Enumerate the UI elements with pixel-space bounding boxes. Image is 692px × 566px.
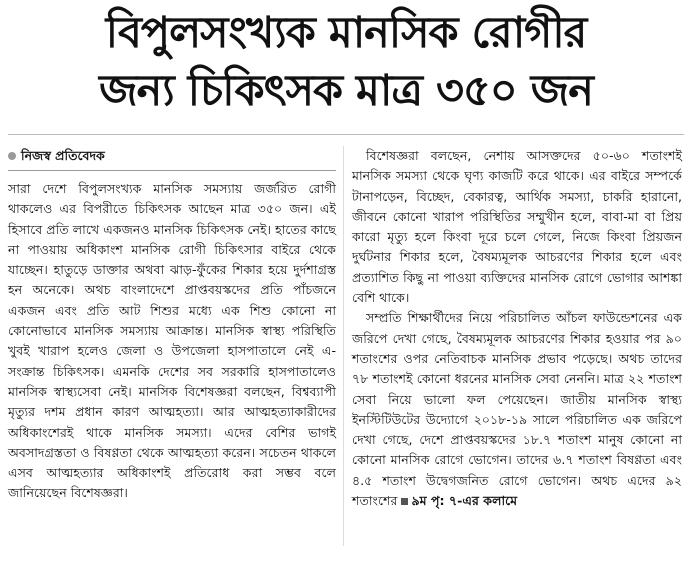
headline-line-1: বিপুলসংখ্যক মানসিক রোগীর [105, 8, 587, 58]
continuation-note [401, 493, 517, 508]
byline-rule [8, 170, 336, 171]
square-bullet-icon [401, 498, 408, 505]
byline [8, 146, 336, 166]
headline [0, 4, 692, 120]
article-paragraph [352, 308, 682, 511]
article-paragraph: সারা দেশে বিপুলসংখ্যক মানসিক সমস্যায় জর্জরিত রোগী থাকলেও এর বিপরীতে চিকিৎসক আছেন মাত্র ৩৫০ জন। এই হিসাবে প্রতি লাখে একজনও মানসিক চিকিৎসক নেই। হাতের কাছে না পাওয়ায় অধিকাংশ মানসিক রোগী চিকিৎসার বাইরে থেকে যাচ্ছেন। হাতুড়ে ডাক্তার অথবা ঝাড়-ফুঁকের শিকার হয়ে দুর্দশাগ্রস্ত হন অনেকে। অথচ বাংলাদেশে প্রাপ্তবয়স্কদের প্রতি পাঁচজনে একজন এবং প্রতি আট শিশুর মধ্যে এক শিশু কোনো না কোনোভাবে মানসিক সমস্যায় আক্রান্ত। মানসিক স্বাস্থ্য পরিস্থিতি খুবই খারাপ হলেও জেলা ও উপজেলা হাসপাতালে নেই এ-সংক্রান্ত চিকিৎসক। এমনকি দেশের সব সরকারি হাসপাতালেও মানসিক স্বাস্থ্যসেবা নেই। মানসিক বিশেষজ্ঞরা বলছেন, বিশ্বব্যাপী মৃত্যুর দশম প্রধান কারণ আত্মহত্যা। আর আত্মহত্যাকারীদের অধিকাংশেরই থাকে মানসিক সমস্যা। এদের বেশির ভাগই অবসাদগ্রস্ততা ও বিষণ্ণতা থেকে আত্মহত্যা করেন। সচেতন থাকলে এসব আত্মহত্যার অধিকাংশই প্রতিরোধ করা সম্ভব বলে জানিয়েছেন বিশেষজ্ঞরা। [8, 181, 336, 501]
continuation-text: ৯ম পৃ: ৭-এর কলামে [411, 493, 518, 509]
byline-text: নিজস্ব প্রতিবেদক [21, 148, 105, 163]
headline-line-2: জন্য চিকিৎসক মাত্র ৩৫০ জন [99, 66, 593, 116]
column-separator [343, 146, 344, 546]
bullet-icon [8, 152, 16, 160]
left-column [8, 146, 336, 504]
right-column [352, 146, 682, 511]
paragraph-text: সম্প্রতি শিক্ষার্থীদের নিয়ে পরিচালিত আঁচল ফাউন্ডেশনের এক জরিপে দেখা গেছে, বৈষম্যমূলক আচরণের শিকার হওয়ার পর ৯০ শতাংশের ওপর নেতিবাচক মানসিক প্রভাব পড়েছে। অথচ তাদের ৭৮ শতাংশই কোনো ধরনের মানসিক সেবা নেননি। মাত্র ২২ শতাংশ সেবা নিয়ে ভালো ফল পেয়েছেন। জাতীয় মানসিক স্বাস্থ্য ইনস্টিটিউটের উদ্যোগে ২০১৮-১৯ সালে পরিচালিত এক জরিপে দেখা গেছে, দেশে প্রাপ্তবয়স্কদের ১৮.৭ শতাংশ মানুষ কোনো না কোনো মানসিক রোগে ভোগেন। তাদের ৬.৭ শতাংশ বিষণ্ণতা এবং ৪.৫ শতাংশ উদ্বেগজনিত রোগে ভোগেন। অথচ এদের ৯২ শতাংশের [352, 310, 682, 509]
headline-divider [8, 134, 684, 135]
article-paragraph: বিশেষজ্ঞরা বলছেন, নেশায় আসক্তদের ৫০-৬০ শতাংশই মানসিক সমস্যা থেকে ঘৃণ্য কাজটি করে থাকে। এর বাইরে সম্পর্কে টানাপড়েন, বিচ্ছেদ, বেকারত্ব, আর্থিক সমস্যা, চাকরি হারানো, জীবনে কোনো খারাপ পরিস্থিতির সম্মুখীন হলে, বাবা-মা বা প্রিয় কারো মৃত্যু হলে কিংবা দূরে চলে গেলে, নিজে কিংবা প্রিয়জন দুর্ঘটনার শিকার হলে, বৈষম্যমূলক আচরণের শিকার হলে এবং প্রত্যাশিত কিছু না পাওয়া ব্যক্তিদের মানসিক রোগে ভোগার আশঙ্কা বেশি থাকে। [352, 148, 682, 306]
